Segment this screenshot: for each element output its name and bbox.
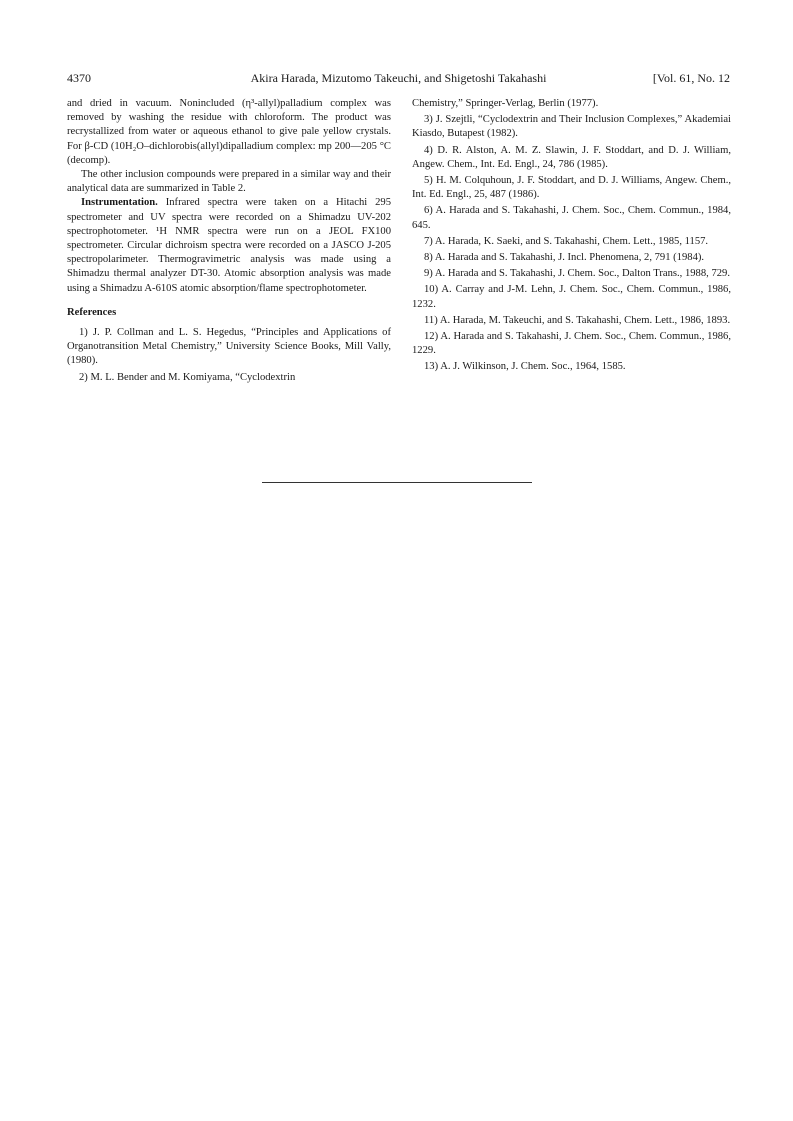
reference-item (412, 251, 731, 265)
reference-number: 6) (424, 205, 433, 217)
reference-item (412, 360, 731, 374)
reference-item (412, 235, 731, 249)
reference-text: A. Harada and S. Takahashi, J. Chem. Soc., Chem. Commun., 1986, 1229. (412, 331, 731, 357)
reference-text: A. Harada and S. Takahashi, J. Chem. Soc., Dalton Trans., 1988, 729. (434, 268, 730, 280)
reference-item (412, 283, 731, 311)
left-column (67, 97, 391, 387)
reference-number: 4) (424, 144, 433, 156)
reference-number: 8) (424, 252, 433, 264)
reference-item (412, 267, 731, 281)
experimental-paragraph: and dried in vacuum. Nonincluded (η³-allyl)palladium complex was removed by washing the residue with chloroform. The product was recrystallized from water or aqueous ethanol to give pale yellow crystals. For β-CD (10H₂O–dichlorobis(allyl)dipalladium complex: mp 200—205 °C (decomp). (67, 98, 391, 166)
running-authors: Akira Harada, Mizutomo Takeuchi, and Shigetoshi Takahashi (250, 71, 547, 85)
right-column (412, 97, 731, 377)
reference-text: A. Harada, M. Takeuchi, and S. Takahashi, Chem. Lett., 1986, 1893. (439, 314, 731, 326)
reference-text: M. L. Bender and M. Komiyama, “Cyclodextrin (90, 371, 296, 383)
instrumentation-paragraph (67, 196, 391, 295)
reference-item (412, 113, 731, 141)
reference-item (412, 204, 731, 232)
reference-text: D. R. Alston, A. M. Z. Slawin, J. F. Stoddart, and D. J. William, Angew. Chem., Int. Ed. Engl., 24, 786 (1985). (412, 144, 731, 170)
instrumentation-heading: Instrumentation. (81, 197, 158, 209)
reference-text: J. Szejtli, “Cyclodextrin and Their Inclusion Complexes,” Akademiai Kiasdo, Butapest (1982). (412, 114, 731, 140)
reference-number: 9) (424, 268, 433, 280)
reference-continuation: Chemistry,” Springer-Verlag, Berlin (1977). (412, 98, 599, 109)
reference-number: 5) (424, 175, 433, 187)
volume-label: [Vol. 61, No. 12 (652, 71, 730, 85)
reference-number: 3) (424, 114, 433, 126)
reference-number: 12) (424, 331, 439, 343)
reference-text: A. J. Wilkinson, J. Chem. Soc., 1964, 1585. (440, 361, 626, 373)
reference-number: 2) (79, 371, 88, 383)
reference-text: H. M. Colquhoun, J. F. Stoddart, and D. J. Williams, Angew. Chem., Int. Ed. Engl., 25, 487 (1986). (412, 175, 731, 201)
reference-text: A. Carray and J-M. Lehn, J. Chem. Soc., Chem. Commun., 1986, 1232. (412, 284, 731, 310)
reference-text: A. Harada and S. Takahashi, J. Chem. Soc., Chem. Commun., 1984, 645. (412, 205, 731, 231)
reference-text: A. Harada and S. Takahashi, J. Incl. Phenomena, 2, 791 (1984). (434, 252, 705, 264)
reference-item (412, 330, 731, 358)
reference-item (412, 314, 731, 328)
running-header (67, 71, 730, 87)
end-rule-divider (262, 482, 532, 483)
reference-item (67, 326, 391, 369)
reference-text: A. Harada, K. Saeki, and S. Takahashi, Chem. Lett., 1985, 1157. (434, 235, 709, 247)
instrumentation-text: Infrared spectra were taken on a Hitachi 295 spectrometer and UV spectra were recorded on a Shimadzu UV-202 spectrophotometer. ¹H NMR spectra were run on a JEOL FX100 spectrometer. Circular dichroism spectra were recorded on a JASCO J-205 spectropolarimeter. Thermogravimetric analysis was made using a Shimadzu thermal analyzer DT-30. Atomic absorption analysis was made using a Shimadzu A-610S atomic absorption/flame spectrophotometer. (67, 197, 391, 294)
reference-text: J. P. Collman and L. S. Hegedus, “Principles and Applications of Organotransition Metal Chemistry,” University Science Books, Mill Vally, (1980). (67, 327, 391, 367)
reference-item (412, 174, 731, 202)
reference-number: 1) (79, 327, 88, 339)
reference-item (67, 371, 391, 385)
reference-item (412, 144, 731, 172)
references-heading: References (67, 306, 117, 318)
reference-number: 13) (424, 361, 439, 373)
reference-number: 7) (424, 235, 433, 247)
reference-number: 10) (424, 284, 439, 296)
reference-number: 11) (424, 314, 438, 326)
page-number: 4370 (67, 71, 91, 85)
inclusion-paragraph: The other inclusion compounds were prepared in a similar way and their analytical data are summarized in Table 2. (67, 169, 391, 195)
